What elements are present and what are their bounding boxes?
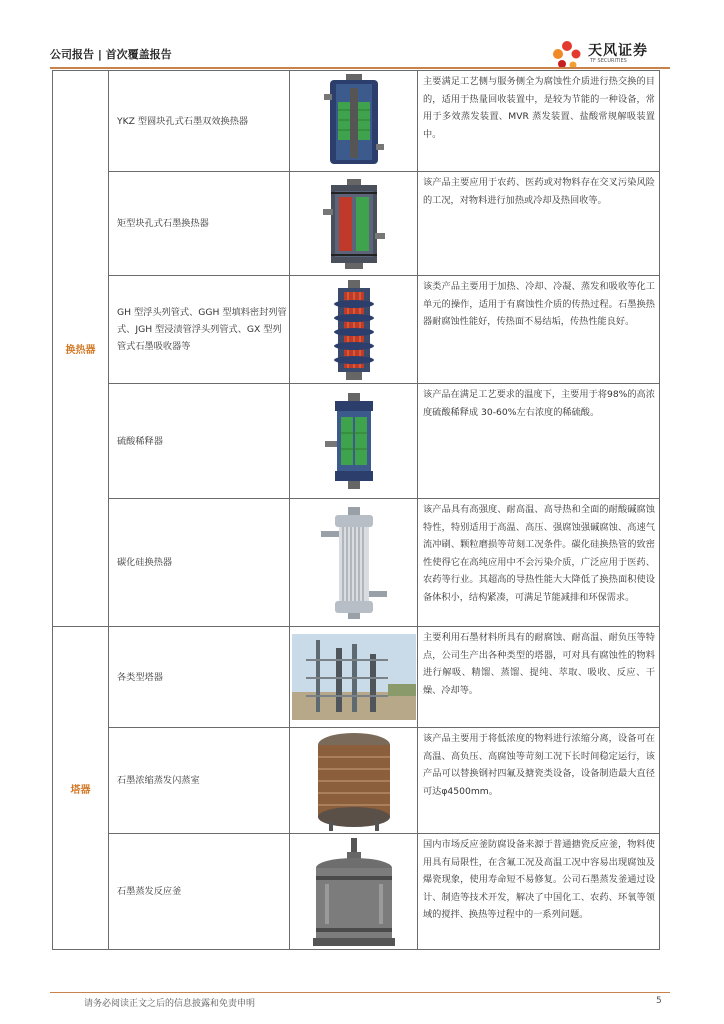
product-name: 碳化硅换热器	[109, 499, 290, 627]
product-name: 硫酸稀释器	[109, 384, 290, 499]
category-cell-tower: 塔器	[53, 627, 109, 950]
product-name: 矩型块孔式石墨换热器	[109, 172, 290, 276]
product-name: YKZ 型圆块孔式石墨双效换热器	[109, 71, 290, 172]
rectangular-exchanger-image	[323, 179, 385, 269]
product-description: 该类产品主要用于加热、冷却、冷凝、蒸发和吸收等化工单元的操作，适用于有腐蚀性介质的传热过程。石墨换热器耐腐蚀性能好，传热面不易结垢，传热性能良好。	[418, 276, 660, 384]
logo-text: 天风证券	[588, 43, 648, 59]
product-table	[52, 70, 660, 950]
report-type-title: 公司报告 | 首次覆盖报告	[50, 48, 172, 61]
product-description: 国内市场反应釜防腐设备来源于普通搪瓷反应釜，物料使用具有局限性，在含氟工况及高温工况中容易出现腐蚀及爆瓷现象，使用寿命短不易修复。公司石墨蒸发釜通过设计、制造等技术开发，解决了中国化工、农药、环氧等领域的搅拌、换热等过程中的一系列问题。	[418, 834, 660, 950]
header-divider	[50, 67, 670, 69]
silicon-carbide-exchanger-image	[317, 507, 391, 619]
footer-divider	[50, 992, 670, 993]
page-header	[50, 38, 670, 68]
table-row	[53, 834, 660, 950]
sulfuric-acid-diluter-image	[325, 393, 383, 489]
product-image-cell	[290, 384, 418, 499]
product-description: 该产品具有高强度、耐高温、高导热和全面的耐酸碱腐蚀特性，特别适用于高温、高压、强腐蚀强碱腐蚀、高速气流冲刷、颗粒磨损等苛刻工况条件。碳化硅换热管的致密性使得它在高纯应用中不会污染介质，广泛应用于医药、农药等行业。其超高的导热性能大大降低了换热面积使设备体积小，结构紧凑，可满足节能减排和环保需求。	[418, 499, 660, 627]
product-name: 石墨蒸发反应釜	[109, 834, 290, 950]
double-effect-exchanger-image	[324, 74, 384, 168]
table-row	[53, 384, 660, 499]
product-description: 主要满足工艺侧与服务侧全为腐蚀性介质进行热交换的目的，适用于热量回收装置中，是较为节能的一种设备，常用于多效蒸发装置、MVR 蒸发装置、盐酸常规解吸装置中。	[418, 71, 660, 172]
table-row	[53, 627, 660, 728]
product-image-cell	[290, 728, 418, 834]
product-description: 该产品主要应用于农药、医药或对物料存在交叉污染风险的工况，对物料进行加热或冷却及热回收等。	[418, 172, 660, 276]
product-image-cell	[290, 71, 418, 172]
tube-exchanger-image	[326, 280, 382, 380]
disclaimer-text: 请务必阅读正文之后的信息披露和免责申明	[84, 999, 256, 1009]
category-cell-heat-exchanger: 换热器	[53, 71, 109, 627]
table-row	[53, 71, 660, 172]
product-description: 主要利用石墨材料所具有的耐腐蚀、耐高温、耐负压等特点，公司生产出各种类型的塔器，可对具有腐蚀性的物料进行解吸、精馏、蒸馏、提纯、萃取、吸收、反应、干燥、冷却等。	[418, 627, 660, 728]
product-name: GH 型浮头列管式、GGH 型填料密封列管式、JGH 型浸渍管浮头列管式、GX 型列管式石墨吸收器等	[109, 276, 290, 384]
table-row	[53, 499, 660, 627]
product-image-cell	[290, 834, 418, 950]
logo-flower-icon	[550, 38, 586, 70]
company-logo	[550, 38, 660, 70]
product-image-cell	[290, 276, 418, 384]
evaporation-reactor-image	[311, 838, 397, 946]
flash-evaporator-image	[311, 731, 397, 831]
product-description: 该产品在满足工艺要求的温度下，主要用于将98%的高浓度硫酸稀释成 30-60%左右浓度的稀硫酸。	[418, 384, 660, 499]
table-row	[53, 172, 660, 276]
product-description: 该产品主要用于将低浓度的物料进行浓缩分离，设备可在高温、高负压、高腐蚀等苛刻工况下长时间稳定运行，该产品可以替换钢衬四氟及搪瓷类设备，设备制造最大直径可达φ4500mm。	[418, 728, 660, 834]
tower-equipment-photo	[292, 634, 416, 720]
table-row	[53, 276, 660, 384]
product-image-cell	[290, 499, 418, 627]
product-image-cell	[290, 627, 418, 728]
product-name: 石墨浓缩蒸发闪蒸室	[109, 728, 290, 834]
product-image-cell	[290, 172, 418, 276]
page-number: 5	[656, 996, 662, 1006]
product-name: 各类型塔器	[109, 627, 290, 728]
table-row	[53, 728, 660, 834]
logo-subtext: TF SECURITIES	[590, 58, 627, 64]
